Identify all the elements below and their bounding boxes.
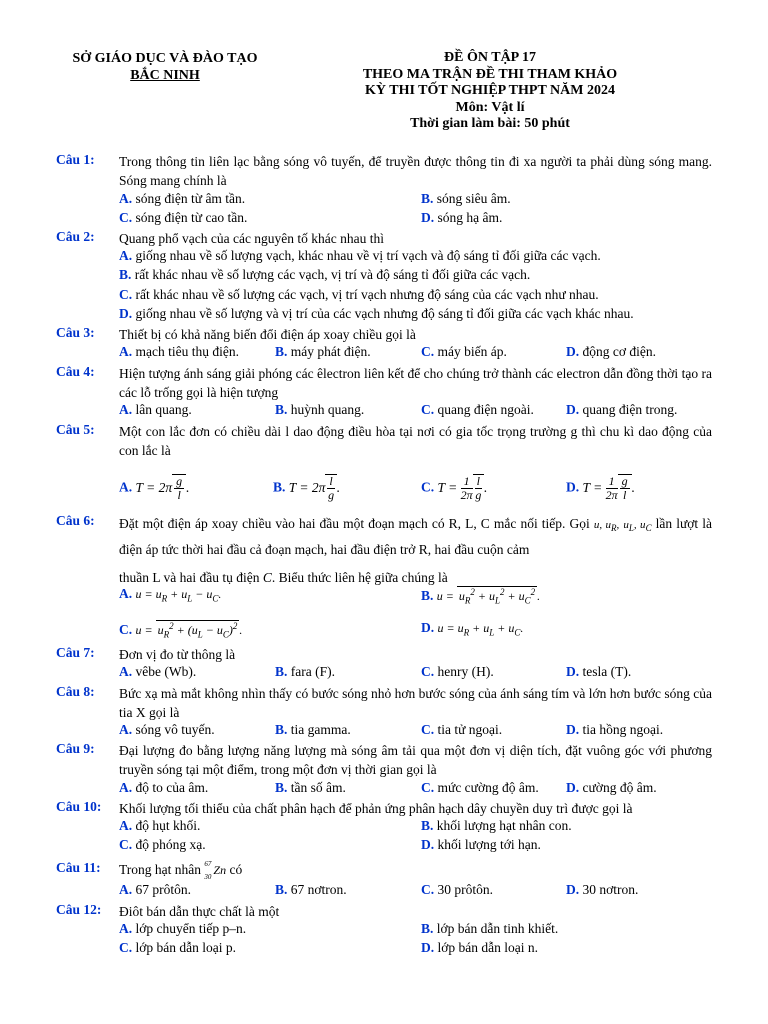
option-a: A. vêbe (Wb).: [119, 664, 197, 679]
options-row: [0, 921, 768, 940]
formula: T = $\frac{1}{2\pi}$ $\frac{g}{l}$ .: [582, 474, 636, 502]
option-a: A. T = 2π $\frac{g}{l}$ .: [119, 474, 190, 502]
option-b: B. $u = u_R^2 + u_L^2 + u_C^2$ .: [421, 587, 541, 606]
option-d: D. 30 nơtron.: [566, 882, 639, 897]
options-row: [0, 344, 768, 363]
question-text: Thiết bị có khả năng biến đổi điện áp xoay chiều gọi là: [119, 327, 416, 342]
nuclide-symbol: 67 30 Zn: [204, 860, 227, 881]
options-row: [0, 466, 768, 502]
question-number: Câu 11:: [56, 860, 101, 875]
option-d: D. tia hồng ngoại.: [566, 722, 664, 737]
option-d: D. $u = u_R + u_L + u_C$.: [421, 620, 524, 638]
question-text: Khối lượng tối thiểu của chất phân hạch để phản ứng phân hạch dây chuyền duy trì được gọi là: [119, 801, 633, 816]
question-text: Một con lắc đơn có chiều dài l dao động điều hòa tại nơi có gia tốc trọng trường g thì chu kì dao động của con lắc là: [119, 424, 712, 458]
option-c: C. lớp bán dẫn loại p.: [119, 940, 236, 955]
department-name: SỞ GIÁO DỤC VÀ ĐÀO TẠO: [72, 51, 258, 66]
options-row: [0, 620, 768, 644]
question-text: Trong hạt nhân 67 30 Zn có: [119, 860, 243, 881]
option-c: C. quang điện ngoài.: [421, 402, 534, 417]
option-b: B. lớp bán dẫn tinh khiết.: [421, 921, 559, 936]
options-row: [0, 248, 768, 267]
options-row: [0, 780, 768, 799]
options-row: [0, 267, 768, 286]
option-a: A. 67 prôtôn.: [119, 882, 191, 897]
option-b: B. 67 nơtron.: [275, 882, 347, 897]
option-d: D. giống nhau về số lượng và vị trí của các vạch nhưng độ sáng tỉ đối giữa các vạch khác nhau.: [119, 306, 634, 321]
question-text: Trong thông tin liên lạc bằng sóng vô tuyến, để truyền được thông tin đi xa người ta phải dùng sóng mang. Sóng mang chính là: [119, 154, 712, 188]
option-d: D. tesla (T).: [566, 664, 632, 679]
question-text: Đặt một điện áp xoay chiều vào hai đầu một đoạn mạch có R, L, C mắc nối tiếp. Gọi u, $u_R$, $u_L$, $u_C$ lần lượt là điện áp tức thời hai đầu cả đoạn mạch, hai đầu điện trở R, hai đầu cuộn cảm thuần L và hai đầu tụ điện C. Biểu thức liên hệ giữa chúng là: [119, 516, 713, 586]
option-b: B. máy phát điện.: [275, 344, 371, 359]
option-d: D. sóng hạ âm.: [421, 210, 503, 225]
formula: T = 2π $\frac{l}{g}$ .: [288, 474, 341, 502]
option-b: B. T = 2π $\frac{l}{g}$ .: [273, 474, 341, 502]
options-row: [0, 940, 768, 959]
option-a: A. lân quang.: [119, 402, 192, 417]
question-number: Câu 2:: [56, 229, 95, 244]
question-number: Câu 9:: [56, 741, 95, 756]
option-c: C. sóng điện từ cao tần.: [119, 210, 248, 225]
option-c: C. T = $\frac{1}{2\pi}$ $\frac{l}{g}$ .: [421, 474, 488, 502]
question-text: Đơn vị đo từ thông là: [119, 647, 236, 662]
option-b: B. huỳnh quang.: [275, 402, 365, 417]
question-text: Đại lượng đo bằng lượng năng lượng mà sóng âm tải qua một đơn vị diện tích, đặt vuông góc với phương truyền sóng tại một điểm, trong một đơn vị thời gian gọi là: [119, 743, 712, 777]
option-d: D. khối lượng tới hạn.: [421, 837, 541, 852]
question-number: Câu 4:: [56, 364, 95, 379]
option-a: A. giống nhau về số lượng vạch, khác nhau về vị trí vạch và độ sáng tỉ đối giữa các vạch.: [119, 248, 601, 263]
option-a: A. mạch tiêu thụ điện.: [119, 344, 239, 359]
option-d: D. T = $\frac{1}{2\pi}$ $\frac{g}{l}$ .: [566, 474, 636, 502]
option-b: B. tần số âm.: [275, 780, 346, 795]
subject: Môn: Vật lí: [455, 99, 525, 115]
option-c: C. tia tử ngoại.: [421, 722, 503, 737]
option-b: B. sóng siêu âm.: [421, 191, 511, 206]
option-d: D. cường độ âm.: [566, 780, 657, 795]
options-row: [0, 722, 768, 741]
question-number: Câu 1:: [56, 152, 95, 167]
exam-name: KỲ THI TỐT NGHIỆP THPT NĂM 2024: [365, 83, 615, 98]
options-row: [0, 818, 768, 837]
option-a: A. độ hụt khối.: [119, 818, 201, 833]
option-a: A. sóng điện từ âm tần.: [119, 191, 246, 206]
option-c: C. henry (H).: [421, 664, 494, 679]
options-row: [0, 191, 768, 210]
options-row: [0, 402, 768, 421]
option-b: B. tia gamma.: [275, 722, 351, 737]
question-number: Câu 3:: [56, 325, 95, 340]
options-row: [0, 882, 768, 901]
option-b: B. khối lượng hạt nhân con.: [421, 818, 572, 833]
formula: T = $\frac{1}{2\pi}$ $\frac{l}{g}$ .: [437, 474, 488, 502]
option-b: B. rất khác nhau về số lượng các vạch, vị trí và độ sáng tỉ đối giữa các vạch.: [119, 267, 531, 282]
question-number: Câu 6:: [56, 513, 95, 528]
exam-subtitle: THEO MA TRẬN ĐỀ THI THAM KHẢO: [362, 66, 618, 82]
question-text: Quang phổ vạch của các nguyên tố khác nhau thì: [119, 231, 385, 246]
options-row: [0, 586, 768, 610]
option-c: C. rất khác nhau về số lượng các vạch, vị trí vạch nhưng độ sáng của các vạch như nhau.: [119, 287, 599, 302]
time-limit: Thời gian làm bài: 50 phút: [410, 116, 570, 131]
options-row: [0, 837, 768, 856]
option-c: C. độ phóng xạ.: [119, 837, 206, 852]
options-row: [0, 664, 768, 683]
question-text: Hiện tượng ánh sáng giải phóng các êlectron liên kết để cho chúng trở thành các electron dẫn đồng thời tạo ra các lỗ trống gọi là hiện tượng: [119, 366, 712, 400]
header-department: [40, 50, 290, 84]
question-text: Điôt bán dẫn thực chất là một: [119, 904, 280, 919]
option-d: D. quang điện trong.: [566, 402, 678, 417]
question-number: Câu 10:: [56, 799, 102, 814]
formula: T = 2π $\frac{g}{l}$ .: [135, 474, 190, 502]
province-name: BẮC NINH: [130, 68, 200, 83]
option-d: D. lớp bán dẫn loại n.: [421, 940, 538, 955]
question-text: Bức xạ mà mắt không nhìn thấy có bước sóng nhỏ hơn bước sóng của ánh sáng tím và lớn hơn bước sóng của tia X gọi là: [119, 686, 712, 720]
option-c: C. 30 prôtôn.: [421, 882, 493, 897]
option-d: D. động cơ điện.: [566, 344, 656, 359]
options-row: [0, 287, 768, 306]
option-a: A. lớp chuyển tiếp p–n.: [119, 921, 247, 936]
option-c: C. $u = u_R^2 + (u_L - u_C)^2$ .: [119, 621, 243, 640]
options-row: [0, 210, 768, 229]
option-a: A. $u = u_R + u_L - u_C$.: [119, 586, 222, 604]
question-number: Câu 7:: [56, 645, 95, 660]
option-a: A. sóng vô tuyến.: [119, 722, 215, 737]
option-b: B. fara (F).: [275, 664, 335, 679]
option-a: A. độ to của âm.: [119, 780, 209, 795]
exam-title: ĐỀ ÔN TẬP 17: [444, 50, 536, 65]
header-title-block: [330, 50, 650, 133]
options-row: [0, 306, 768, 325]
question-number: Câu 12:: [56, 902, 102, 917]
question-number: Câu 8:: [56, 684, 95, 699]
option-c: C. máy biến áp.: [421, 344, 507, 359]
option-c: C. mức cường độ âm.: [421, 780, 539, 795]
question-number: Câu 5:: [56, 422, 95, 437]
